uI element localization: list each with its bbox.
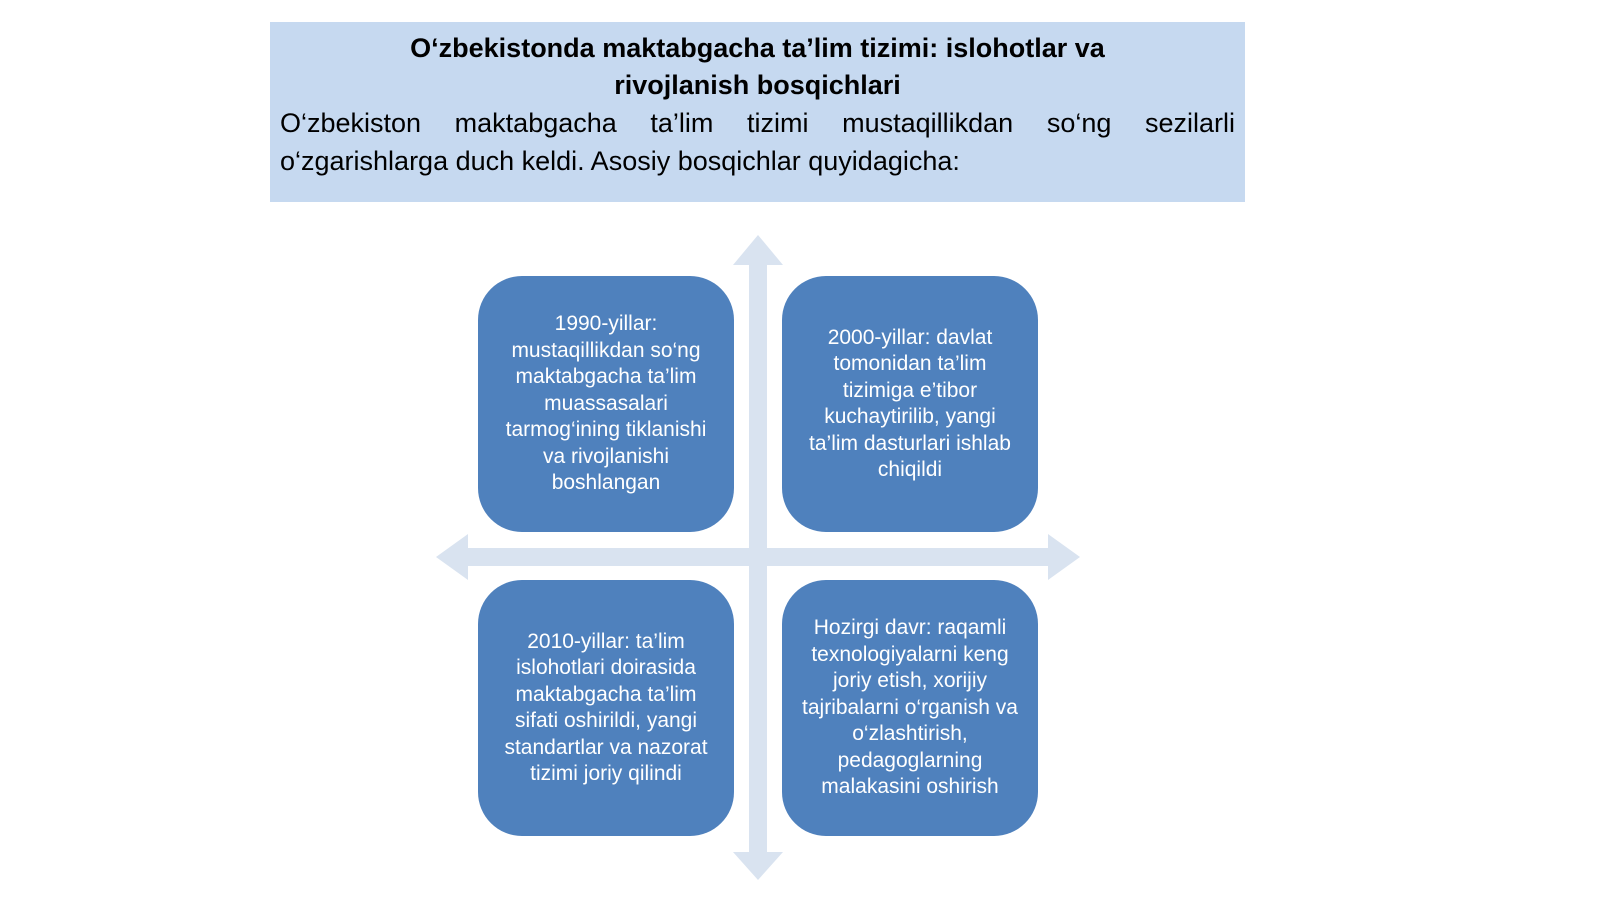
- stage-2010s-box: [478, 580, 734, 836]
- page-title: O‘zbekistonda maktabgacha ta’lim tizimi: islohotlar va rivojlanish bosqichlari: [410, 33, 1105, 100]
- stage-1990s-box: [478, 276, 734, 532]
- stage-2000s-box: [782, 276, 1038, 532]
- stage-1990s-text: 1990-yillar: mustaqillikdan so‘ng maktabgacha ta’lim muassasalari tarmog‘ining tiklanishi va rivojlanishi boshlangan: [505, 312, 707, 495]
- intro-paragraph: O‘zbekiston maktabgacha ta’lim tizimi mustaqillikdan so‘ng sezilarli o‘zgarishlarga duch keldi. Asosiy bosqichlar quyidagicha:: [280, 108, 1235, 176]
- stage-2000s-text: 2000-yillar: davlat tomonidan ta’lim tizimiga e’tibor kuchaytirilib, yangi ta’lim dasturlari ishlab chiqildi: [809, 325, 1011, 481]
- stage-current-box: [782, 580, 1038, 836]
- stage-2010s-text: 2010-yillar: ta’lim islohotlari doirasida maktabgacha ta’lim sifati oshirildi, yangi standartlar va nazorat tizimi joriy qilindi: [504, 629, 708, 785]
- stage-current-text: Hozirgi davr: raqamli texnologiyalarni keng joriy etish, xorijiy tajribalarni o‘rganish va o‘zlashtirish, pedagoglarning malakasini oshirish: [802, 616, 1018, 799]
